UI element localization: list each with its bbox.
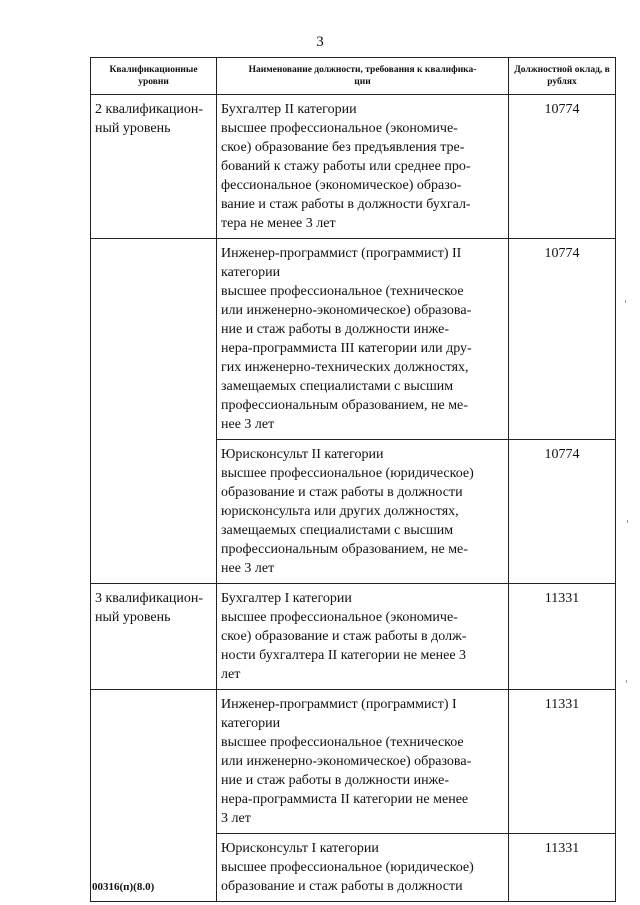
scan-artifact — [626, 680, 627, 683]
table-row — [91, 690, 616, 834]
table-row — [91, 834, 616, 902]
scan-artifact — [625, 300, 626, 303]
qualification-table — [90, 57, 616, 902]
position-description: Юрисконсульт I категории высшее профессиональное (юридическое) образование и стаж работы в должности — [217, 834, 509, 902]
level-cell-continued — [91, 440, 217, 584]
position-description: Инженер-программист (программист) II категории высшее профессиональное (техническое или инженерно-экономическое) образова- ние и стаж работы в должности инже- нера-программиста III категории или дру- гих инженерно-технических должностях, замещаемых специалистами с высшим профессиональным образованием, не ме- нее 3 лет — [217, 239, 509, 440]
position-description: Юрисконсульт II категории высшее профессиональное (юридическое) образование и стаж работы в должности юрисконсульта или других должностях, замещаемых специалистами с высшим профессиональным образованием, не ме- нее 3 лет — [217, 440, 509, 584]
position-description: Инженер-программист (программист) I категории высшее профессиональное (техническое или инженерно-экономическое) образова- ние и стаж работы в должности инже- нера-программиста II категории не менее 3 лет — [217, 690, 509, 834]
salary-value: 11331 — [509, 690, 616, 834]
level-label: 3 квалификацион- ный уровень — [95, 591, 204, 625]
table-header-row — [91, 58, 616, 95]
table-row — [91, 239, 616, 440]
position-description: Бухгалтер II категории высшее профессиональное (экономиче- ское) образование без предъявления тре- бований к стажу работы или среднее про- фессиональное (экономическое) образо- вание и стаж работы в должности бухгал- тера не менее 3 лет — [217, 95, 509, 239]
level-label: 2 квалификацион- ный уровень — [95, 102, 204, 136]
header-position: Наименование должности, требования к квалифика- ции — [217, 58, 509, 95]
document-footer-code: 00316(п)(8.0) — [92, 881, 155, 893]
header-level: Квалификационные уровни — [91, 58, 217, 95]
table-row — [91, 95, 616, 239]
level-cell-continued — [91, 239, 217, 440]
page-number: 3 — [316, 34, 324, 50]
scan-artifact — [627, 520, 628, 523]
level-cell — [91, 95, 217, 239]
position-description: Бухгалтер I категории высшее профессиональное (экономиче- ское) образование и стаж работы в долж- ности бухгалтера II категории не менее 3 лет — [217, 584, 509, 690]
salary-value: 10774 — [509, 239, 616, 440]
level-cell — [91, 584, 217, 690]
salary-value: 10774 — [509, 440, 616, 584]
table-row — [91, 440, 616, 584]
table-row — [91, 584, 616, 690]
level-cell-continued — [91, 690, 217, 834]
salary-value: 11331 — [509, 834, 616, 902]
header-salary: Должностной оклад, в рублях — [509, 58, 616, 95]
salary-value: 10774 — [509, 95, 616, 239]
salary-value: 11331 — [509, 584, 616, 690]
